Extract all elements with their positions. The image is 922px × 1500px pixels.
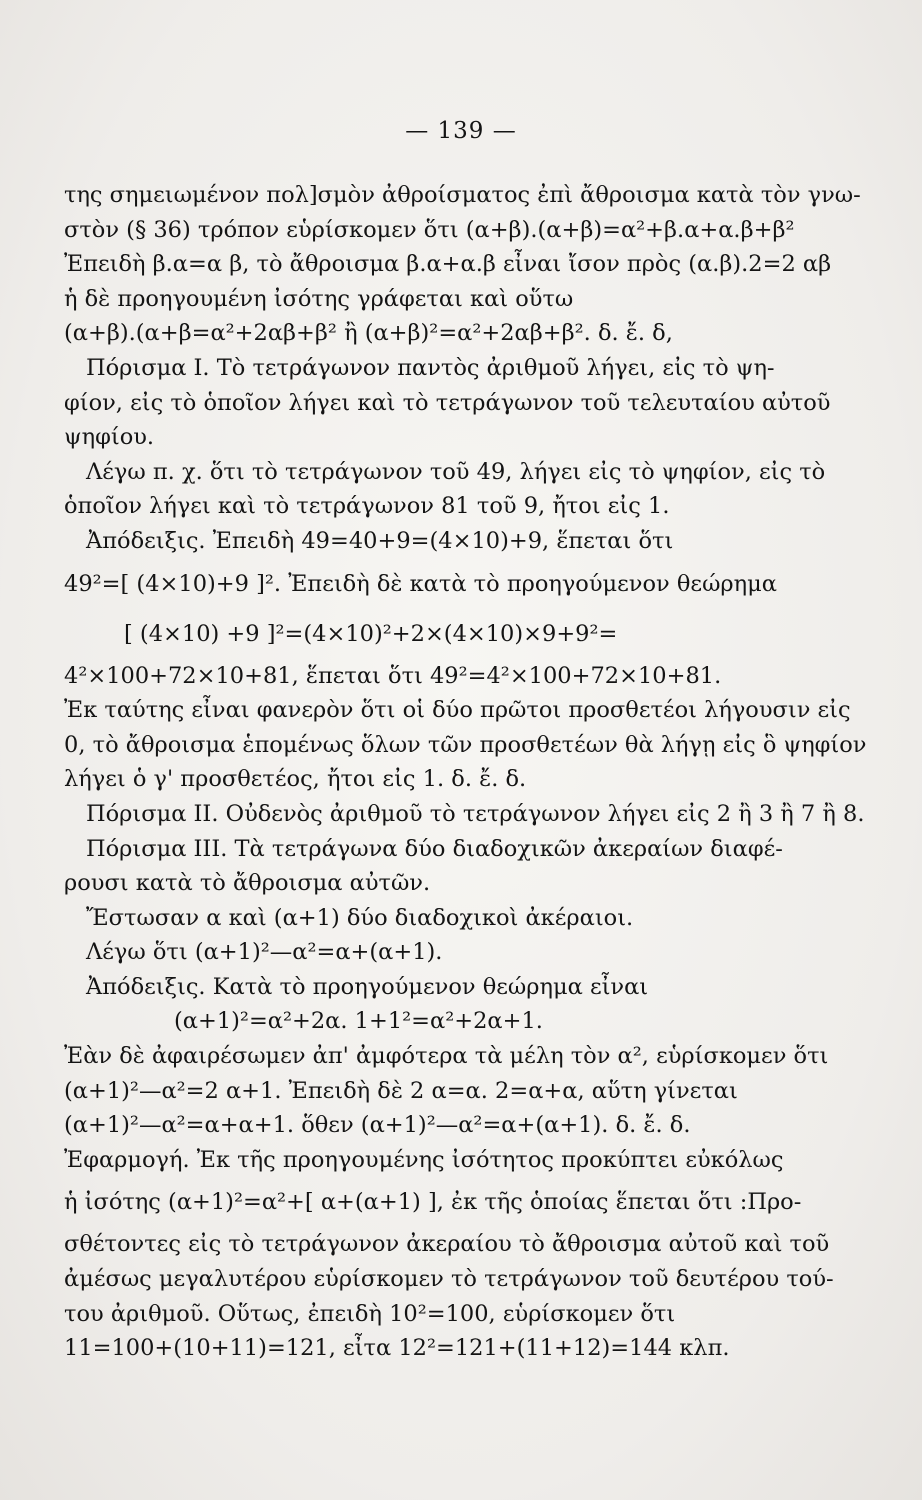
text-line: Λέγω π. χ. ὅτι τὸ τετράγωνον τοῦ 49, λήγει εἰς τὸ ψηφίον, εἰς τὸ xyxy=(86,458,826,485)
application-heading-line: Ἐφαρμογή. Ἐκ τῆς προηγουμένης ἰσότητος προκύπτει εὐκόλως xyxy=(64,1146,784,1173)
equation-line: 49²=[ (4×10)+9 ]². Ἐπειδὴ δὲ κατὰ τὸ προηγούμενον θεώρημα xyxy=(64,570,777,597)
text-line: ρουσι κατὰ τὸ ἄθροισμα αὐτῶν. xyxy=(64,870,431,897)
text-line: της σημειωμένον πολ]σμὸν ἀθροίσματος ἐπὶ ἄθροισμα κατὰ τὸν γνω- xyxy=(64,182,861,208)
equation-line: ἡ ἰσότης (α+1)²=α²+[ α+(α+1) ], ἐκ τῆς ὁποίας ἕπεται ὅτι :Προ- xyxy=(64,1189,802,1216)
text-line: φίον, εἰς τὸ ὁποῖον λήγει καὶ τὸ τετράγωνον τοῦ τελευταίου αὐτοῦ xyxy=(64,389,831,416)
equation-line: (α+1)²=α²+2α. 1+1²=α²+2α+1. xyxy=(174,1008,543,1035)
equation-line: (α+β).(α+β=α²+2αβ+β² ἢ (α+β)²=α²+2αβ+β². δ. ἔ. δ, xyxy=(64,320,673,347)
text-line: Ἔστωσαν α καὶ (α+1) δύο διαδοχικοὶ ἀκέραιοι. xyxy=(86,904,634,931)
proof-line: Ἀπόδειξις. Ἐπειδὴ 49=40+9=(4×10)+9, ἕπεται ὅτι xyxy=(86,527,674,554)
text-line: στὸν (§ 36) τρόπον εὑρίσκομεν ὅτι (α+β).(α+β)=α²+β.α+α.β+β² xyxy=(64,216,795,243)
text-line: ὁποῖον λήγει καὶ τὸ τετράγωνον 81 τοῦ 9, ἤτοι εἰς 1. xyxy=(64,493,670,520)
body-text xyxy=(64,178,867,1366)
corollary-heading-line: Πόρισμα I. Τὸ τετράγωνον παντὸς ἀριθμοῦ λήγει, εἰς τὸ ψη- xyxy=(86,354,775,381)
equation-line: 11=100+(10+11)=121, εἶτα 12²=121+(11+12)=144 κλπ. xyxy=(64,1335,730,1362)
text-line: Ἐκ ταύτης εἶναι φανερὸν ὅτι οἱ δύο πρῶτοι προσθετέοι λήγουσιν εἰς xyxy=(64,697,851,724)
corollary-heading-line: Πόρισμα III. Τὰ τετράγωνα δύο διαδοχικῶν ἀκεραίων διαφέ- xyxy=(86,835,783,862)
equation-line: [ (4×10) +9 ]²=(4×10)²+2×(4×10)×9+9²= xyxy=(124,620,618,647)
equation-line: (α+1)²—α²=2 α+1. Ἐπειδὴ δὲ 2 α=α. 2=α+α, αὕτη γίνεται xyxy=(64,1077,738,1104)
text-line: σθέτοντες εἰς τὸ τετράγωνον ἀκεραίου τὸ ἄθροισμα αὐτοῦ καὶ τοῦ xyxy=(64,1231,830,1258)
text-line: ψηφίου. xyxy=(64,424,155,451)
text-line: Ἐὰν δὲ ἀφαιρέσωμεν ἀπ' ἀμφότερα τὰ μέλη τὸν α², εὑρίσκομεν ὅτι xyxy=(64,1043,829,1070)
corollary-heading-line: Πόρισμα II. Οὐδενὸς ἀριθμοῦ τὸ τετράγωνον λήγει εἰς 2 ἢ 3 ἢ 7 ἢ 8. xyxy=(86,800,865,827)
text-line: Λέγω ὅτι (α+1)²—α²=α+(α+1). xyxy=(86,939,443,966)
proof-line: Ἀπόδειξις. Κατὰ τὸ προηγούμενον θεώρημα εἶναι xyxy=(86,973,649,1000)
text-line: 0, τὸ ἄθροισμα ἑπομένως ὅλων τῶν προσθετέων θὰ λήγῃ εἰς ὃ ψηφίον xyxy=(64,731,867,758)
text-line: του ἀριθμοῦ. Οὕτως, ἐπειδὴ 10²=100, εὑρίσκομεν ὅτι xyxy=(64,1300,676,1327)
equation-line: (α+1)²—α²=α+α+1. ὅθεν (α+1)²—α²=α+(α+1). δ. ἔ. δ. xyxy=(64,1112,691,1139)
text-line: ἀμέσως μεγαλυτέρου εὑρίσκομεν τὸ τετράγωνον τοῦ δευτέρου τού- xyxy=(64,1266,834,1293)
equation-line: 4²×100+72×10+81, ἕπεται ὅτι 49²=4²×100+72×10+81. xyxy=(64,662,722,689)
text-line: ἡ δὲ προηγουμένη ἰσότης γράφεται καὶ οὕτω xyxy=(64,285,574,312)
text-line: λήγει ὁ γ' προσθετέος, ἤτοι εἰς 1. δ. ἔ. δ. xyxy=(64,766,527,793)
text-line: Ἐπειδὴ β.α=α β, τὸ ἄθροισμα β.α+α.β εἶναι ἴσον πρὸς (α.β).2=2 αβ xyxy=(64,251,832,278)
page-number: — 139 — xyxy=(405,118,517,144)
